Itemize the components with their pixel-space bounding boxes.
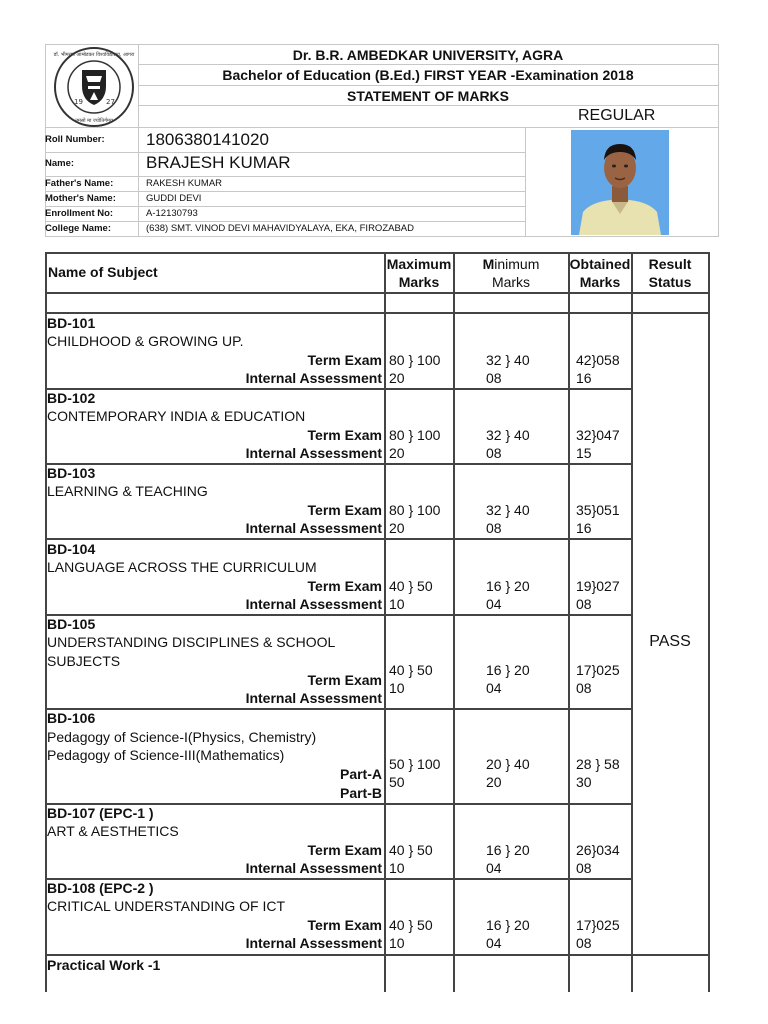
- component-label: Term Exam: [307, 352, 382, 368]
- roll-label: Roll Number:: [45, 134, 105, 145]
- obtained-marks: 15: [576, 445, 592, 461]
- min-marks: 08: [486, 445, 502, 461]
- student-status: REGULAR: [578, 107, 656, 124]
- max-marks: 10: [389, 596, 405, 612]
- min-marks: 20 } 40: [486, 756, 530, 772]
- component-label: Internal Assessment: [245, 596, 382, 612]
- min-marks: 04: [486, 860, 502, 876]
- subject-code: BD-105: [47, 616, 96, 632]
- svg-text:19: 19: [74, 98, 83, 106]
- col-result-header-1: Result: [648, 256, 692, 272]
- mother-label: Mother's Name:: [45, 193, 116, 204]
- col-subject-header: Name of Subject: [48, 264, 158, 280]
- college-label: College Name:: [45, 223, 111, 234]
- mother-name: GUDDI DEVI: [146, 193, 202, 204]
- obtained-marks: 32}047: [576, 427, 620, 443]
- subject-name: UNDERSTANDING DISCIPLINES & SCHOOL: [47, 634, 336, 650]
- subject-name: CONTEMPORARY INDIA & EDUCATION: [47, 408, 306, 424]
- result-status: PASS: [649, 633, 691, 650]
- col-min-header-1: Minimum: [482, 256, 540, 272]
- enroll-label: Enrollment No:: [45, 208, 114, 219]
- subject-code: BD-106: [47, 710, 96, 726]
- subject-name: ART & AESTHETICS: [47, 823, 179, 839]
- col-result-header-2: Status: [648, 274, 692, 290]
- subject-name: Pedagogy of Science-III(Mathematics): [47, 747, 285, 763]
- subject-name: CHILDHOOD & GROWING UP.: [47, 333, 244, 349]
- svg-text:तमसो मा ज्योतिर्गमय: तमसो मा ज्योतिर्गमय: [75, 118, 113, 124]
- obtained-marks: 35}051: [576, 502, 620, 518]
- obtained-marks: 16: [576, 370, 592, 386]
- max-marks: 20: [389, 445, 405, 461]
- max-marks: 80 } 100: [389, 427, 441, 443]
- min-marks: 32 } 40: [486, 352, 530, 368]
- min-marks: 08: [486, 520, 502, 536]
- component-label: Term Exam: [307, 842, 382, 858]
- component-label: Term Exam: [307, 427, 382, 443]
- min-marks: 16 } 20: [486, 917, 530, 933]
- component-label: Internal Assessment: [245, 935, 382, 951]
- min-marks: 32 } 40: [486, 502, 530, 518]
- father-label: Father's Name:: [45, 178, 114, 189]
- roll-number: 1806380141020: [146, 130, 269, 149]
- obtained-marks: 19}027: [576, 578, 620, 594]
- subject-name: CRITICAL UNDERSTANDING OF ICT: [47, 898, 286, 914]
- obtained-marks: 08: [576, 680, 592, 696]
- max-marks: 10: [389, 860, 405, 876]
- component-label: Term Exam: [307, 917, 382, 933]
- obtained-marks: 17}025: [576, 662, 620, 678]
- subject-code: BD-101: [47, 315, 96, 331]
- statement-title: STATEMENT OF MARKS: [346, 88, 510, 104]
- subject-code: Practical Work -1: [47, 957, 161, 973]
- svg-text:27: 27: [106, 98, 115, 106]
- svg-text:डॉ. भीमराव आम्बेडकर विश्वविद्य: डॉ. भीमराव आम्बेडकर विश्वविद्यालय, आगरा: [53, 52, 135, 58]
- max-marks: 80 } 100: [389, 502, 441, 518]
- component-label: Term Exam: [307, 672, 382, 688]
- max-marks: 20: [389, 370, 405, 386]
- min-marks: 04: [486, 596, 502, 612]
- subject-code: BD-104: [47, 541, 96, 557]
- student-name: BRAJESH KUMAR: [146, 153, 291, 172]
- min-marks: 08: [486, 370, 502, 386]
- max-marks: 20: [389, 520, 405, 536]
- subject-code: BD-102: [47, 390, 96, 406]
- obtained-marks: 17}025: [576, 917, 620, 933]
- obtained-marks: 42}058: [576, 352, 620, 368]
- subject-name: Pedagogy of Science-I(Physics, Chemistry): [47, 729, 317, 745]
- min-marks: 20: [486, 774, 502, 790]
- component-label: Internal Assessment: [245, 520, 382, 536]
- component-label: Internal Assessment: [245, 370, 382, 386]
- component-label: Part-B: [339, 785, 382, 801]
- min-marks: 04: [486, 680, 502, 696]
- subject-code: BD-107 (EPC-1 ): [47, 805, 154, 821]
- component-label: Internal Assessment: [245, 860, 382, 876]
- obtained-marks: 08: [576, 860, 592, 876]
- exam-title: Bachelor of Education (B.Ed.) FIRST YEAR -Examination 2018: [222, 67, 634, 83]
- max-marks: 40 } 50: [389, 842, 433, 858]
- obtained-marks: 26}034: [576, 842, 620, 858]
- max-marks: 10: [389, 935, 405, 951]
- max-marks: 10: [389, 680, 405, 696]
- max-marks: 40 } 50: [389, 662, 433, 678]
- max-marks: 50 } 100: [389, 756, 441, 772]
- component-label: Term Exam: [307, 578, 382, 594]
- obtained-marks: 30: [576, 774, 592, 790]
- obtained-marks: 16: [576, 520, 592, 536]
- max-marks: 80 } 100: [389, 352, 441, 368]
- max-marks: 50: [389, 774, 405, 790]
- component-label: Internal Assessment: [245, 445, 382, 461]
- col-max-header-2: Marks: [398, 274, 440, 290]
- max-marks: 40 } 50: [389, 578, 433, 594]
- subject-code: BD-103: [47, 465, 96, 481]
- university-seal: [52, 46, 136, 128]
- col-obt-header-2: Marks: [579, 274, 621, 290]
- student-photo: [571, 130, 669, 235]
- col-obt-header-1: Obtained: [569, 256, 631, 272]
- name-label: Name:: [45, 158, 75, 169]
- component-label: Part-A: [339, 766, 382, 782]
- subject-name: LEARNING & TEACHING: [47, 483, 208, 499]
- min-marks: 16 } 20: [486, 578, 530, 594]
- component-label: Term Exam: [307, 502, 382, 518]
- subject-name: SUBJECTS: [47, 653, 121, 669]
- father-name: RAKESH KUMAR: [146, 178, 223, 189]
- min-marks: 04: [486, 935, 502, 951]
- subject-name: LANGUAGE ACROSS THE CURRICULUM: [47, 559, 317, 575]
- enrollment-number: A-12130793: [146, 208, 198, 219]
- obtained-marks: 08: [576, 935, 592, 951]
- min-marks: 32 } 40: [486, 427, 530, 443]
- component-label: Internal Assessment: [245, 690, 382, 706]
- col-max-header-1: Maximum: [386, 256, 452, 272]
- university-name: Dr. B.R. AMBEDKAR UNIVERSITY, AGRA: [292, 47, 564, 63]
- obtained-marks: 08: [576, 596, 592, 612]
- college-name: (638) SMT. VINOD DEVI MAHAVIDYALAYA, EKA, FIROZABAD: [146, 223, 414, 234]
- obtained-marks: 28 } 58: [576, 756, 620, 772]
- min-marks: 16 } 20: [486, 842, 530, 858]
- max-marks: 40 } 50: [389, 917, 433, 933]
- col-min-header-2: Marks: [491, 274, 531, 290]
- subject-code: BD-108 (EPC-2 ): [47, 880, 154, 896]
- min-marks: 16 } 20: [486, 662, 530, 678]
